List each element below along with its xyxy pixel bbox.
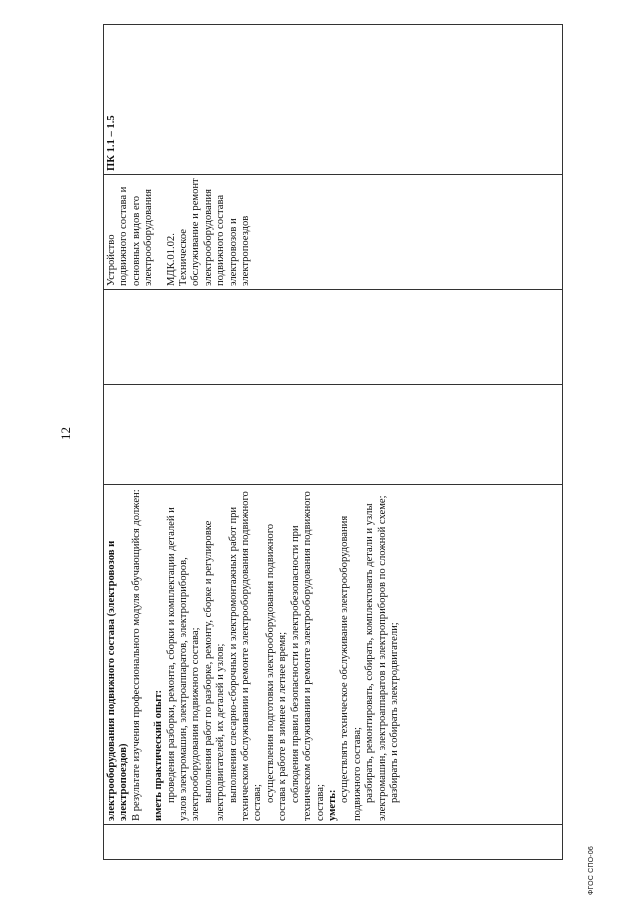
competency-cell [104,25,563,175]
list-item: выполнения работ по разборке, ремонту, сборке и регулировке электродвигателей, их деталей и узлов; [202,520,227,821]
footer-code: ФГОС СПО-06 [588,845,595,895]
discipline-line-1: Устройство подвижного состава и основных видов его электрооборудования [106,186,155,286]
experience-title: иметь практический опыт: [153,689,165,821]
content-heading: электрооборудования подвижного состава (электровозов и электропоездов) [106,540,130,821]
list-item: разбирать и собирать электродвигатели; [388,622,400,803]
list-item: выполнения слесарно-сборочных и электромонтажных работ при техническом обслуживании и ремонте электрооборудования подвижного состава; [227,491,264,821]
hours-cell [104,385,563,485]
skills-title: уметь: [326,789,338,821]
hours-cell-2 [104,290,563,385]
standards-table [103,24,563,860]
content-cell [104,485,563,825]
table-row [104,25,563,860]
discipline-cell [104,175,563,290]
list-item: осуществления подготовки электрооборудования подвижного состава к работе в зимнее и летнее время; [264,523,289,821]
discipline-line-2: МДК.01.02. Техническое обслуживание и ремонт электрооборудования подвижного состава электровозов и электропоездов [165,178,252,286]
list-item: разбирать, ремонтировать, собирать, комплектовать детали и узлы электромашин, электроаппаратов и электроприборов по сложной схеме; [364,495,388,821]
list-item: осуществлять техническое обслуживание электрооборудования подвижного состава; [339,515,363,821]
content-intro: В результате изучения профессионального модуля обучающийся должен: [130,489,142,821]
index-cell [104,825,563,860]
rotated-page [103,25,563,860]
list-item: соблюдения правил безопасности и электробезопасности при техническом обслуживании и ремонте электрооборудования подвижного состава; [289,491,326,821]
page-number: 12 [58,427,73,440]
list-item: проведения разборки, ремонта, сборки и комплектации деталей и узлов электромашин, электроаппаратов, электроприборов, электрооборудования подвижного состава; [165,507,202,821]
competency-code: ПК 1.1 – 1.5 [106,115,117,171]
